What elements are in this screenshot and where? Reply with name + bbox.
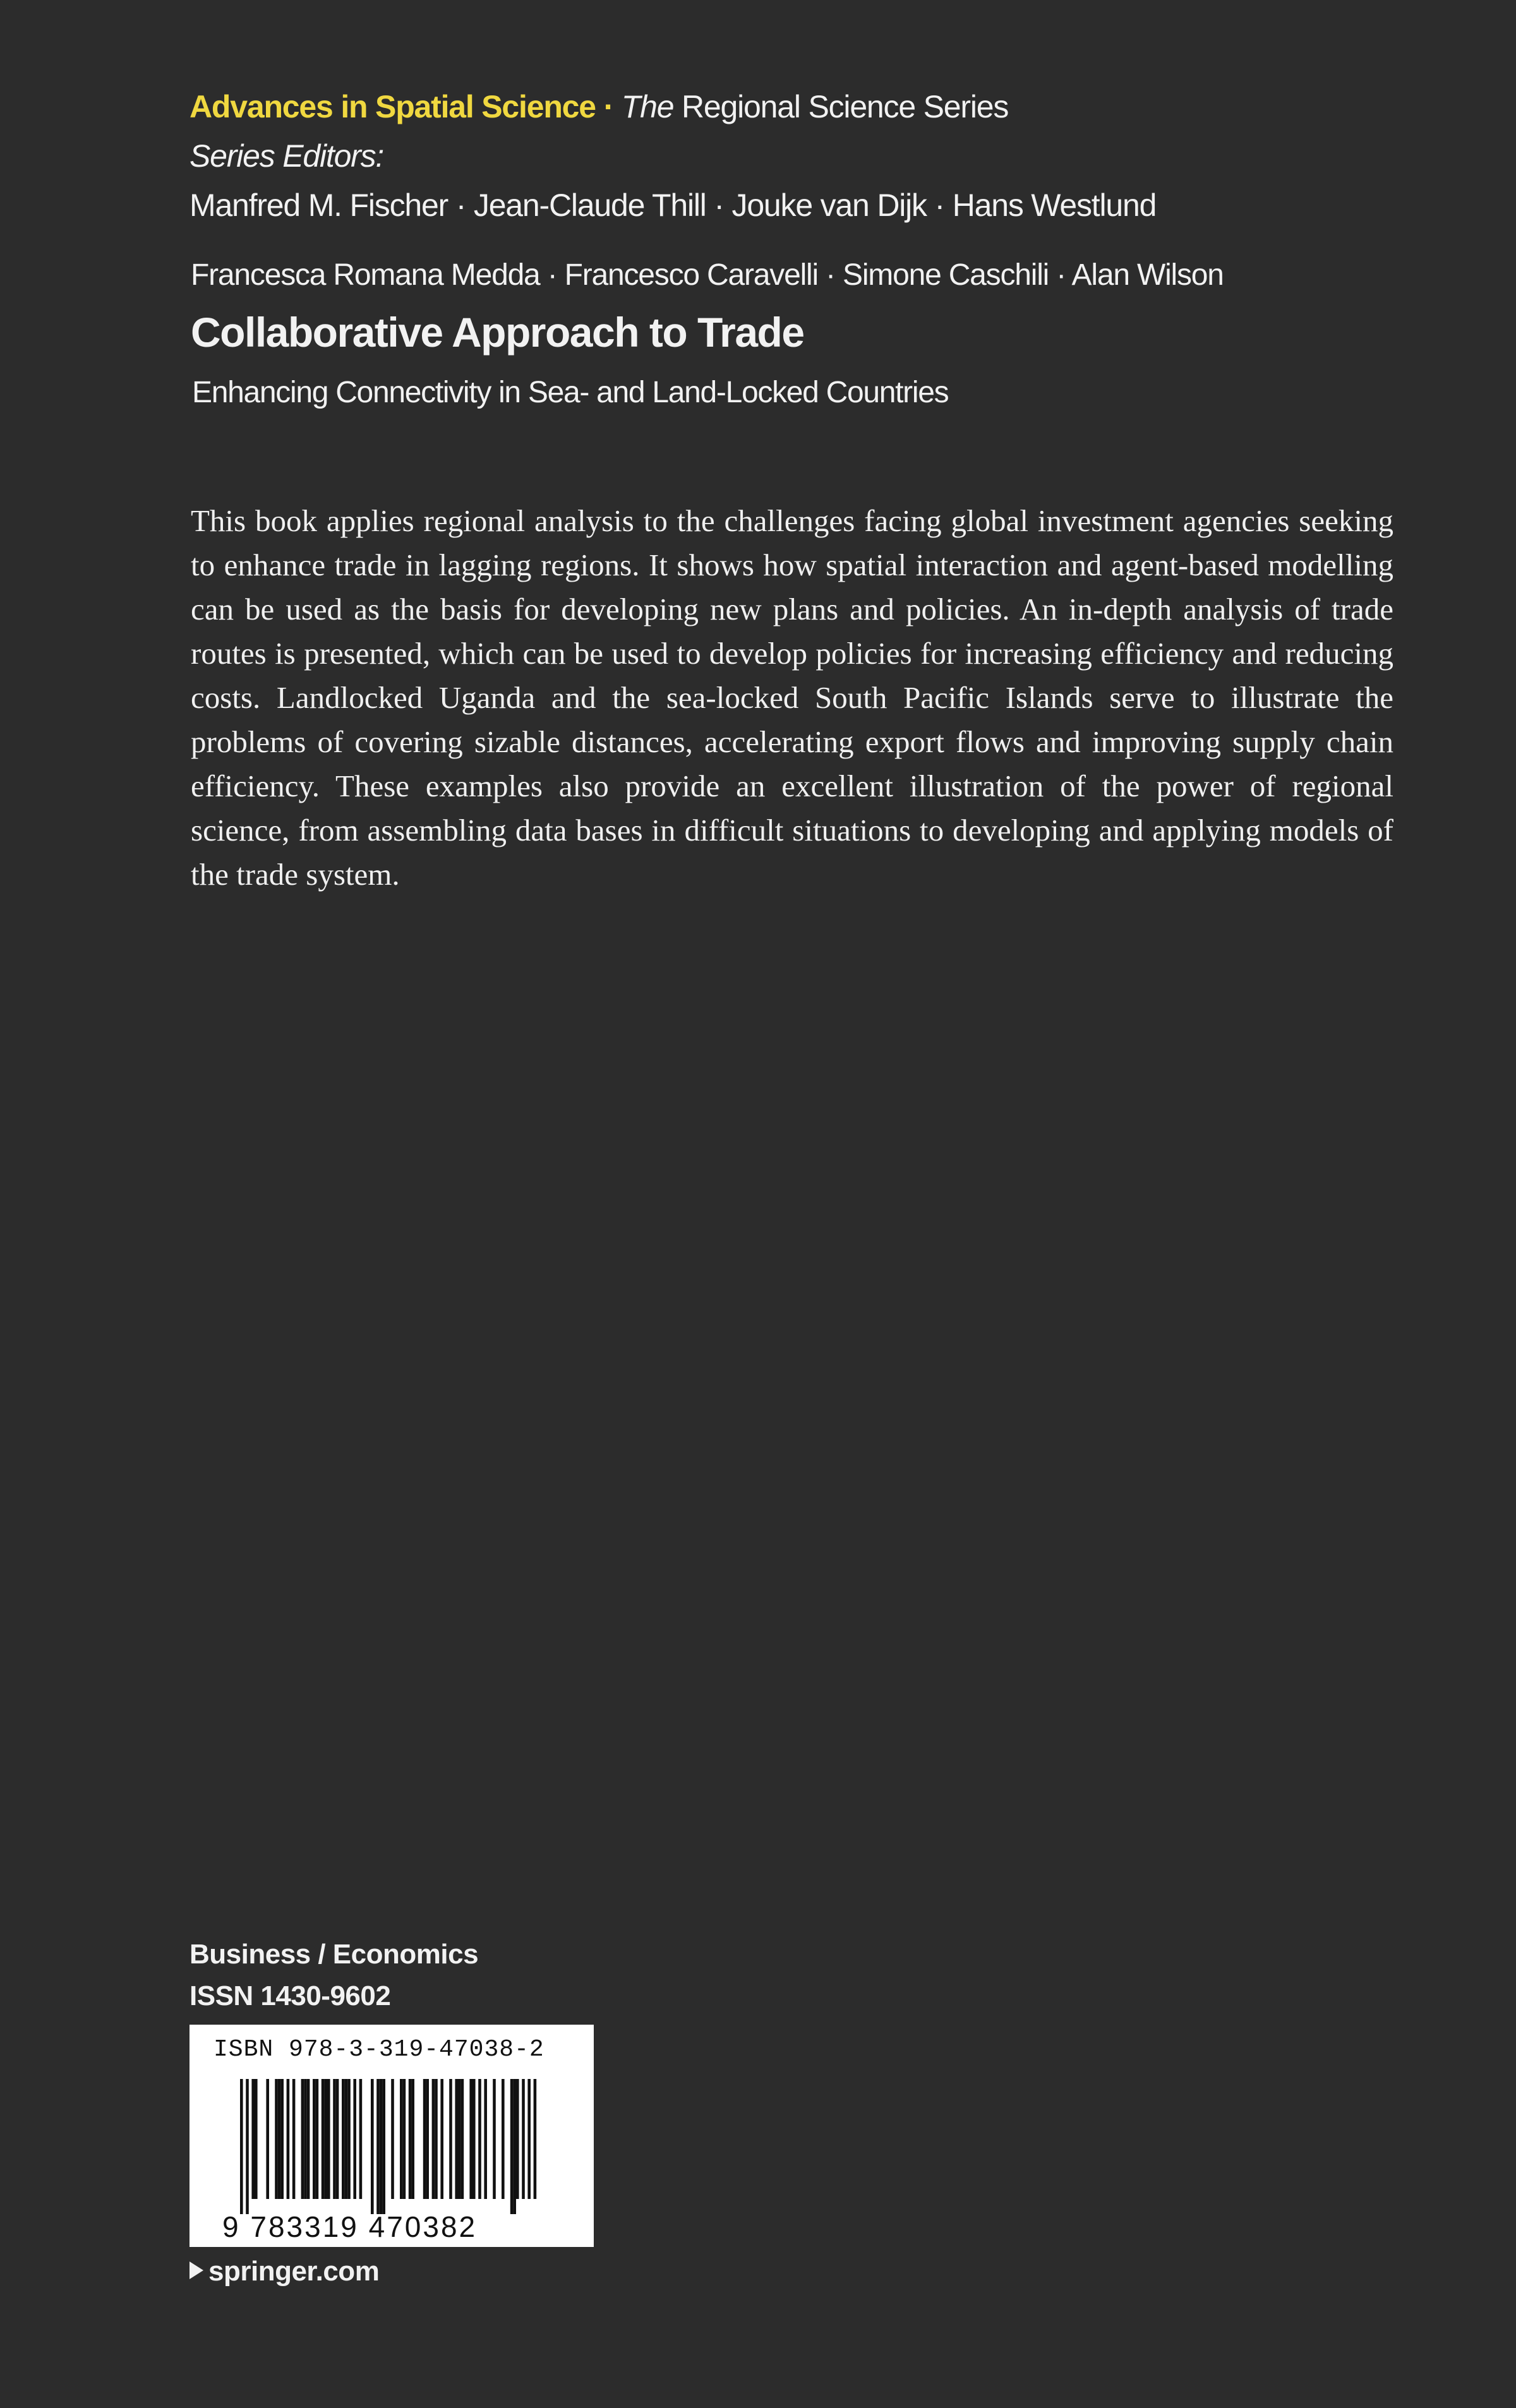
barcode-bar [534,2079,537,2199]
barcode-bar [435,2079,438,2199]
barcode-bar [472,2079,476,2199]
barcode-image [190,2025,594,2247]
publisher-link[interactable] [190,2256,379,2287]
subject-category: Business / Economics [190,1939,479,1970]
series-the: The [621,89,674,124]
series-name: Advances in Spatial Science [190,89,596,124]
barcode-bar [527,2079,531,2199]
series-subtitle: Regional Science Series [673,89,1009,124]
barcode-bar [455,2079,458,2199]
barcode-bar [342,2079,345,2199]
barcode-bar [376,2079,380,2214]
barcode-bar [255,2079,258,2199]
barcode-bar [316,2079,319,2199]
isbn-label: ISBN 978-3-319-47038-2 [214,2036,544,2063]
barcode-bar [347,2079,351,2199]
barcode-bar [278,2079,281,2199]
barcode-digits: 9 783319 470382 [222,2210,478,2243]
series-editors-label: Series Editors: [190,138,384,174]
barcode-bar [345,2079,348,2199]
series-separator: · [595,89,622,124]
barcode-bar [336,2079,339,2199]
category-block [190,1934,478,2017]
barcode-bar [371,2079,374,2214]
barcode-bar [493,2079,496,2199]
barcode-bar [510,2079,514,2214]
series-heading [190,82,1390,131]
barcode-bar [513,2079,516,2214]
book-subtitle: Enhancing Connectivity in Sea- and Land-Locked Countries [192,376,949,409]
book-title: Collaborative Approach to Trade [191,309,804,356]
barcode-bar [458,2079,461,2199]
barcode-bar [461,2079,464,2199]
barcode-bar [440,2079,443,2199]
barcode-bar [246,2079,249,2214]
barcode-bar [251,2079,255,2199]
barcode-bar [411,2079,414,2199]
barcode-bar [333,2079,336,2199]
barcode-bar [280,2079,284,2199]
barcode-bar [301,2079,304,2199]
series-editors: Manfred M. Fischer · Jean-Claude Thill · Jouke van Dijk · Hans Westlund [190,188,1157,223]
barcode-bar [400,2079,403,2199]
barcode-bar [359,2079,363,2199]
barcode-bar [313,2079,316,2199]
barcode-bar [426,2079,429,2199]
barcode-bar [522,2079,525,2199]
barcode-bar [432,2079,435,2199]
barcode-bar [478,2079,481,2199]
book-description: This book applies regional analysis to the challenges facing global investment agencies seeking to enhance trade in lagging regions. It shows how spatial interaction and agent-based modelling can be used as the basis for developing new plans and policies. An in-depth analysis of trade routes is presented, which can be used to develop policies for increasing efficiency and reducing costs. Landlocked Uganda and the sea-locked South Pacific Islands serve to illustrate the problems of covering sizable distances, accelerating export flows and improving supply chain efficiency. These examples also provide an excellent illustration of the power of regional science, from assembling data bases in difficult situations to developing and applying models of the trade system. [191,503,1393,892]
publisher-website: springer.com [208,2256,380,2287]
isbn-barcode [190,2025,594,2247]
issn: ISSN 1430-9602 [190,1980,391,2011]
barcode-bar [275,2079,278,2199]
barcode-bar [423,2079,426,2199]
barcode-bar [322,2079,325,2199]
barcode-bar [327,2079,330,2199]
barcode-bar [304,2079,307,2199]
barcode-bar [409,2079,412,2199]
barcode-bar [449,2079,452,2199]
barcode-bar [266,2079,269,2199]
barcode-bar [380,2079,383,2214]
barcode-bar [324,2079,327,2199]
barcode-bar [307,2079,310,2199]
barcode-bar [469,2079,472,2199]
barcode-bar [403,2079,406,2199]
barcode-bar [287,2079,290,2199]
barcode-bar [516,2079,519,2199]
barcode-bar [240,2079,243,2214]
barcode-bar [382,2079,385,2214]
barcode-bar [292,2079,296,2199]
book-authors: Francesca Romana Medda · Francesco Caravelli · Simone Caschili · Alan Wilson [191,258,1224,292]
barcode-bar [484,2079,487,2199]
barcode-bar [353,2079,356,2199]
barcode-bar [502,2079,505,2199]
triangle-arrow-icon [190,2261,203,2279]
barcode-bar [391,2079,394,2199]
series-info [190,82,1390,230]
